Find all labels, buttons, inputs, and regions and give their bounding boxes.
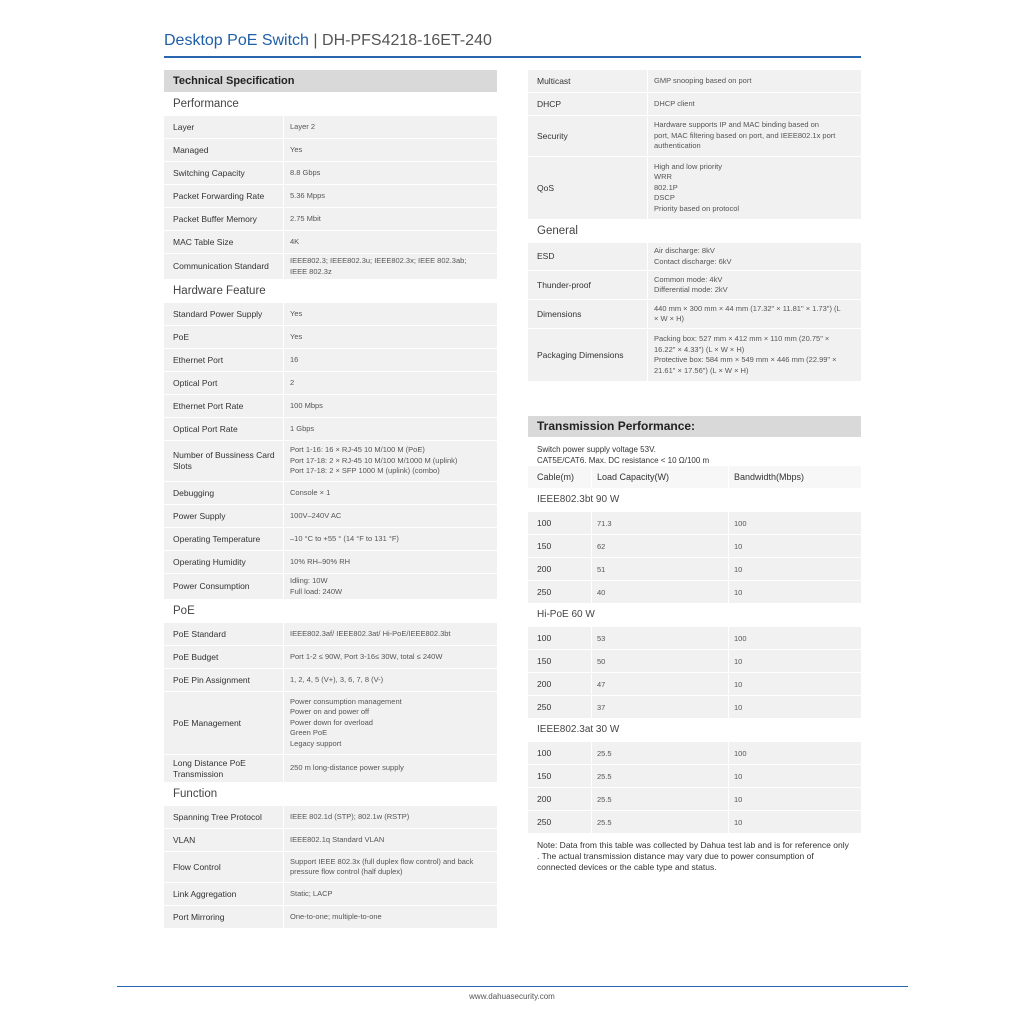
spec-value — [284, 883, 497, 905]
general-rows — [528, 243, 861, 381]
table-cell: 71.3 — [592, 512, 729, 534]
model-number: DH-PFS4218-16ET-240 — [322, 32, 492, 49]
table-cell: 40 — [592, 581, 729, 603]
section-hardware: Hardware Feature — [173, 285, 266, 297]
spec-row — [164, 852, 497, 882]
spec-label: Number of Bussiness Card Slots — [164, 441, 284, 481]
spec-value — [284, 906, 497, 928]
spec-row — [164, 326, 497, 348]
spec-label: Optical Port Rate — [164, 418, 284, 440]
spec-value-line: 1 Gbps — [290, 423, 315, 433]
poe-rows — [164, 623, 497, 782]
intro-line: CAT5E/CAT6. Max. DC resistance < 10 Ω/100 m — [537, 456, 710, 465]
spec-label: Debugging — [164, 482, 284, 504]
spec-value — [648, 243, 861, 270]
spec-label: Multicast — [528, 70, 648, 92]
table-row — [528, 535, 861, 557]
spec-value — [284, 528, 497, 550]
spec-value-line: Legacy support — [290, 738, 342, 748]
spec-value — [284, 116, 497, 138]
col-load: Load Capacity(W) — [592, 466, 729, 488]
spec-value — [284, 482, 497, 504]
spec-label: Spanning Tree Protocol — [164, 806, 284, 828]
table-cell: 200 — [528, 558, 592, 580]
spec-label: Thunder-proof — [528, 271, 648, 299]
spec-row — [164, 208, 497, 230]
spec-value-line: Packing box: 527 mm × 412 mm × 110 mm (20.75" × — [654, 334, 830, 343]
spec-value-line: 21.61" × 17.56") (L × W × H) — [654, 365, 749, 375]
col-cable: Cable(m) — [528, 466, 592, 488]
spec-row — [164, 551, 497, 573]
table-row — [528, 788, 861, 810]
spec-value — [284, 755, 497, 782]
spec-value-line: IEEE802.3af/ IEEE802.3at/ Hi-PoE/IEEE802.3bt — [290, 628, 451, 638]
spec-label: VLAN — [164, 829, 284, 851]
table-cell: 10 — [734, 656, 743, 666]
spec-row — [164, 482, 497, 504]
spec-value-line: 100V–240V AC — [290, 510, 342, 520]
spec-value-line: 250 m long-distance power supply — [290, 763, 404, 773]
spec-value — [648, 329, 861, 381]
spec-value-line: port, MAC filtering based on port, and IEEE802.1x port — [654, 130, 836, 140]
spec-label: Power Consumption — [164, 574, 284, 599]
spec-row — [164, 162, 497, 184]
spec-value-line: Power consumption management — [290, 696, 402, 706]
spec-row — [164, 574, 497, 599]
spec-value-line: 2 — [290, 377, 295, 387]
spec-row — [164, 303, 497, 325]
intro-line: Switch power supply voltage 53V. — [537, 445, 656, 454]
spec-value-line: 1, 2, 4, 5 (V+), 3, 6, 7, 8 (V-) — [290, 674, 384, 684]
spec-label: Dimensions — [528, 300, 648, 328]
spec-value-line: DHCP client — [654, 98, 695, 108]
spec-value — [648, 271, 861, 299]
table-cell: 25.5 — [592, 788, 729, 810]
spec-value-line: Common mode: 4kV — [654, 274, 723, 284]
spec-value-line: Differential mode: 2kV — [654, 285, 728, 294]
table-cell: 10 — [734, 771, 743, 781]
spec-row — [528, 70, 861, 92]
spec-row — [528, 93, 861, 115]
spec-value-line: High and low priority — [654, 161, 722, 171]
spec-value — [648, 93, 861, 115]
spec-label: ESD — [528, 243, 648, 270]
title-divider — [164, 56, 861, 58]
table-row — [528, 627, 861, 649]
spec-row — [164, 755, 497, 782]
table-cell: 10 — [734, 541, 743, 551]
spec-label: Packet Forwarding Rate — [164, 185, 284, 207]
transmission-footnote: Note: Data from this table was collected by Dahua test lab and is for reference only . The actual transmission distance may vary due to power consumption of connected devices or the cable type and status. — [537, 840, 849, 872]
spec-value — [284, 254, 497, 279]
spec-label: PoE Pin Assignment — [164, 669, 284, 691]
spec-label: Security — [528, 116, 648, 156]
table-cell: 47 — [592, 673, 729, 695]
spec-label: Packet Buffer Memory — [164, 208, 284, 230]
table-cell: 150 — [528, 650, 592, 672]
spec-value — [284, 806, 497, 828]
spec-row — [164, 441, 497, 481]
spec-row — [528, 329, 861, 381]
spec-value — [284, 395, 497, 417]
spec-row — [164, 231, 497, 253]
spec-value — [284, 646, 497, 668]
spec-label: QoS — [528, 157, 648, 219]
table-cell: 10 — [734, 794, 743, 804]
spec-value-line: 5.36 Mpps — [290, 190, 326, 200]
spec-value — [284, 326, 497, 348]
spec-label: Ethernet Port Rate — [164, 395, 284, 417]
spec-value-line: 802.1P — [654, 182, 678, 192]
spec-value-line: authentication — [654, 141, 701, 151]
spec-label: PoE — [164, 326, 284, 348]
spec-label: Standard Power Supply — [164, 303, 284, 325]
spec-header: Technical Specification — [164, 70, 497, 92]
spec-row — [164, 116, 497, 138]
spec-label: Operating Temperature — [164, 528, 284, 550]
spec-value-line: Yes — [290, 144, 303, 154]
spec-row — [164, 185, 497, 207]
table-cell: 200 — [528, 788, 592, 810]
spec-value-line: pressure flow control (half duplex) — [290, 867, 403, 876]
spec-label: Flow Control — [164, 852, 284, 882]
table-cell: 250 — [528, 811, 592, 833]
performance-rows — [164, 116, 497, 279]
spec-row — [528, 243, 861, 270]
table-cell: 250 — [528, 581, 592, 603]
spec-value — [284, 418, 497, 440]
table-cell: 25.5 — [592, 811, 729, 833]
table-row — [528, 512, 861, 534]
spec-label: Power Supply — [164, 505, 284, 527]
spec-value-line: Idling: 10W — [290, 576, 328, 585]
page-title — [164, 32, 492, 50]
spec-value-line: Power on and power off — [290, 707, 370, 717]
spec-row — [528, 271, 861, 299]
spec-value-line: 100 Mbps — [290, 400, 323, 410]
spec-value-line: Air discharge: 8kV — [654, 246, 715, 255]
spec-value-line: Port 17-18: 2 × RJ-45 10 M/100 M/1000 M (uplink) — [290, 455, 458, 465]
footer-divider — [117, 986, 908, 987]
spec-label: Port Mirroring — [164, 906, 284, 928]
transmission-header: Transmission Performance: — [528, 416, 861, 437]
spec-value-line: Priority based on protocol — [654, 203, 740, 213]
spec-value-line: Port 17-18: 2 × SFP 1000 M (uplink) (combo) — [290, 466, 440, 476]
spec-row — [164, 528, 497, 550]
table-cell: 37 — [592, 696, 729, 718]
spec-value-line: Contact discharge: 6kV — [654, 256, 732, 266]
spec-row — [164, 669, 497, 691]
group-title: Hi-PoE 60 W — [537, 609, 595, 620]
table-cell: 25.5 — [592, 765, 729, 787]
spec-label: Optical Port — [164, 372, 284, 394]
spec-value — [284, 852, 497, 882]
spec-label: PoE Budget — [164, 646, 284, 668]
section-general: General — [537, 225, 578, 237]
spec-label: PoE Management — [164, 692, 284, 754]
section-performance: Performance — [173, 98, 239, 110]
table-cell: 10 — [734, 817, 743, 827]
spec-value — [284, 574, 497, 599]
spec-value-line: IEEE802.3; IEEE802.3u; IEEE802.3x; IEEE 802.3ab; — [290, 256, 467, 265]
hardware-rows — [164, 303, 497, 599]
table-cell: 10 — [734, 702, 743, 712]
spec-value-line: × W × H) — [654, 314, 685, 323]
right-column — [528, 70, 861, 879]
spec-value-line: Hardware supports IP and MAC binding based on — [654, 120, 819, 130]
spec-row — [528, 300, 861, 328]
left-column — [164, 70, 497, 929]
table-cell: 150 — [528, 535, 592, 557]
spec-value-line: 2.75 Mbit — [290, 213, 321, 223]
spec-value — [284, 349, 497, 371]
spec-row — [164, 395, 497, 417]
spec-label: MAC Table Size — [164, 231, 284, 253]
spec-value — [284, 505, 497, 527]
spec-value — [284, 208, 497, 230]
spec-value — [284, 372, 497, 394]
spec-row — [164, 372, 497, 394]
spec-row — [528, 157, 861, 219]
spec-label: Ethernet Port — [164, 349, 284, 371]
spec-label: Link Aggregation — [164, 883, 284, 905]
table-header-row — [528, 466, 861, 488]
table-cell: 10 — [734, 587, 743, 597]
spec-value-line: Yes — [290, 308, 303, 318]
function-continued-rows — [528, 70, 861, 219]
spec-row — [164, 692, 497, 754]
spec-value — [648, 157, 861, 219]
spec-value-line: WRR — [654, 172, 672, 182]
spec-value-line: Support IEEE 802.3x (full duplex flow control) and back — [290, 856, 474, 866]
spec-value — [284, 551, 497, 573]
spec-row — [164, 418, 497, 440]
group-title: IEEE802.3at 30 W — [537, 724, 620, 735]
spec-value-line: IEEE802.1q Standard VLAN — [290, 834, 385, 844]
spec-value — [648, 70, 861, 92]
spec-value — [284, 303, 497, 325]
table-cell: 100 — [528, 627, 592, 649]
title-separator: | — [313, 32, 318, 49]
table-row — [528, 558, 861, 580]
spec-row — [164, 906, 497, 928]
spec-label: DHCP — [528, 93, 648, 115]
spec-value-line: 440 mm × 300 mm × 44 mm (17.32" × 11.81" × 1.73") (L — [654, 303, 841, 313]
spec-row — [164, 254, 497, 279]
spec-value — [284, 441, 497, 481]
table-cell: 250 — [528, 696, 592, 718]
col-bandwidth: Bandwidth(Mbps) — [729, 466, 861, 488]
table-cell: 10 — [734, 679, 743, 689]
spec-value-line: 4K — [290, 236, 300, 246]
spec-row — [164, 349, 497, 371]
table-cell: 200 — [528, 673, 592, 695]
spec-label: Long Distance PoE Transmission — [164, 755, 284, 782]
spec-value-line: One-to-one; multiple-to-one — [290, 911, 382, 921]
spec-row — [528, 116, 861, 156]
table-cell: 100 — [734, 518, 747, 528]
spec-value — [284, 829, 497, 851]
spec-value — [284, 623, 497, 645]
spec-value-line: Yes — [290, 331, 303, 341]
spec-value-line: DSCP — [654, 193, 675, 203]
section-function: Function — [173, 788, 218, 800]
spec-row — [164, 806, 497, 828]
spec-label: Managed — [164, 139, 284, 161]
spec-value — [284, 139, 497, 161]
spec-value — [284, 231, 497, 253]
spec-value-line: Protective box: 584 mm × 549 mm × 446 mm (22.99" × — [654, 355, 837, 364]
spec-row — [164, 623, 497, 645]
spec-value-line: 16.22" × 4.33") (L × W × H) — [654, 344, 745, 354]
spec-value-line: Full load: 240W — [290, 586, 343, 596]
table-cell: 100 — [734, 748, 747, 758]
spec-value-line: GMP snooping based on port — [654, 75, 752, 85]
table-cell: 53 — [592, 627, 729, 649]
spec-value-line: 16 — [290, 354, 299, 364]
spec-row — [164, 829, 497, 851]
spec-row — [164, 646, 497, 668]
table-row — [528, 673, 861, 695]
spec-value — [648, 116, 861, 156]
spec-value — [284, 669, 497, 691]
spec-row — [164, 139, 497, 161]
spec-value — [648, 300, 861, 328]
transmission-intro — [528, 438, 861, 466]
table-row — [528, 742, 861, 764]
table-cell: 150 — [528, 765, 592, 787]
spec-value-line: Console × 1 — [290, 487, 331, 497]
transmission-table — [528, 489, 861, 833]
table-cell: 100 — [528, 512, 592, 534]
table-row — [528, 765, 861, 787]
spec-label: PoE Standard — [164, 623, 284, 645]
spec-label: Layer — [164, 116, 284, 138]
spec-value — [284, 162, 497, 184]
spec-value-line: Static; LACP — [290, 888, 333, 898]
table-cell: 51 — [592, 558, 729, 580]
spec-value-line: 8.8 Gbps — [290, 167, 321, 177]
spec-value-line: Layer 2 — [290, 121, 316, 131]
spec-row — [164, 505, 497, 527]
table-cell: 100 — [528, 742, 592, 764]
table-row — [528, 696, 861, 718]
table-cell: 62 — [592, 535, 729, 557]
function-rows — [164, 806, 497, 928]
spec-value — [284, 185, 497, 207]
footer-url: www.dahuasecurity.com — [469, 992, 555, 1001]
table-cell: 100 — [734, 633, 747, 643]
table-row — [528, 650, 861, 672]
spec-label: Operating Humidity — [164, 551, 284, 573]
spec-label: Communication Standard — [164, 254, 284, 279]
spec-value-line: IEEE 802.1d (STP); 802.1w (RSTP) — [290, 811, 410, 821]
spec-label: Switching Capacity — [164, 162, 284, 184]
spec-row — [164, 883, 497, 905]
spec-value-line: Port 1-2 ≤ 90W, Port 3-16≤ 30W, total ≤ 240W — [290, 651, 443, 661]
spec-value-line: –10 °C to +55 ° (14 °F to 131 °F) — [290, 533, 399, 543]
spec-value-line: Port 1-16: 16 × RJ-45 10 M/100 M (PoE) — [290, 445, 425, 455]
table-row — [528, 811, 861, 833]
table-cell: 50 — [592, 650, 729, 672]
spec-label: Packaging Dimensions — [528, 329, 648, 381]
spec-value-line: IEEE 802.3z — [290, 266, 332, 276]
table-cell: 25.5 — [592, 742, 729, 764]
table-row — [528, 581, 861, 603]
table-cell: 10 — [734, 564, 743, 574]
spec-value-line: Green PoE — [290, 728, 328, 738]
section-poe: PoE — [173, 605, 195, 617]
spec-value-line: 10% RH–90% RH — [290, 556, 351, 566]
spec-value — [284, 692, 497, 754]
product-name: Desktop PoE Switch — [164, 32, 309, 49]
spec-value-line: Power down for overload — [290, 717, 373, 727]
group-title: IEEE802.3bt 90 W — [537, 494, 620, 505]
